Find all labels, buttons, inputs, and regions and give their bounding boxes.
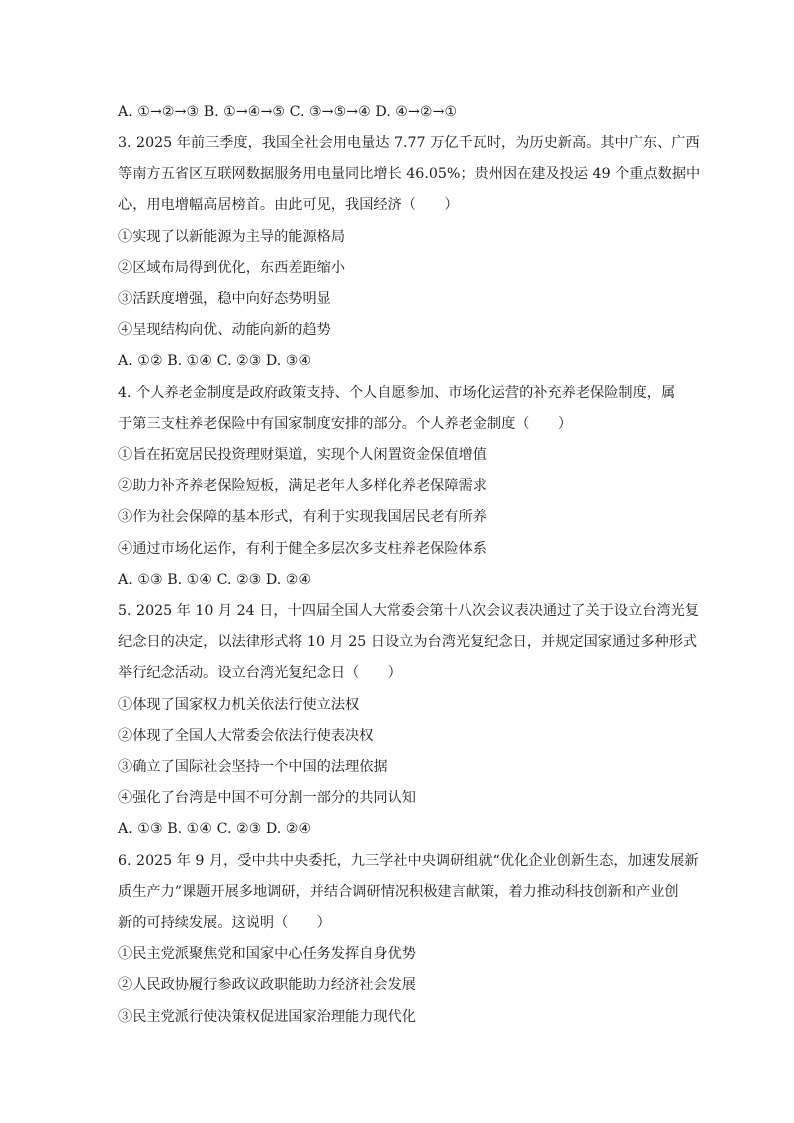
q4-option-4: ④通过市场化运作，有利于健全多层次多支柱养老保险体系 — [118, 541, 487, 557]
q4-option-3: ③作为社会保障的基本形式，有利于实现我国居民老有所养 — [118, 509, 487, 525]
q3-option-3: ③活跃度增强，稳中向好态势明显 — [118, 291, 331, 307]
q5-option-3: ③确立了国际社会坚持一个中国的法理依据 — [118, 759, 388, 775]
q5-answer-options: A. ①③ B. ①④ C. ②③ D. ②④ — [118, 821, 312, 837]
q4-option-1: ①旨在拓宽居民投资理财渠道，实现个人闲置资金保值增值 — [118, 447, 487, 463]
q3-stem-line-3: 心，用电增幅高居榜首。由此可见，我国经济（ ） — [118, 197, 459, 213]
q6-stem-line-1: 6. 2025 年 9 月，受中共中央委托，九三学社中央调研组就“优化企业创新生态，加速发展新 — [118, 853, 699, 869]
q3-stem-line-2: 等南方五省区互联网数据服务用电量同比增长 46.05%；贵州因在建及投运 49 个重点数据中 — [118, 166, 701, 182]
q3-answer-options: A. ①② B. ①④ C. ②③ D. ③④ — [118, 353, 312, 369]
q4-answer-options: A. ①③ B. ①④ C. ②③ D. ②④ — [118, 572, 312, 588]
q5-option-1: ①体现了国家权力机关依法行使立法权 — [118, 697, 360, 713]
q4-option-2: ②助力补齐养老保险短板，满足老年人多样化养老保障需求 — [118, 478, 487, 494]
q5-stem-line-3: 举行纪念活动。设立台湾光复纪念日（ ） — [118, 665, 402, 681]
q3-option-1: ①实现了以新能源为主导的能源格局 — [118, 229, 346, 245]
q5-option-4: ④强化了台湾是中国不可分割一部分的共同认知 — [118, 790, 416, 806]
q6-option-3: ③民主党派行使决策权促进国家治理能力现代化 — [118, 1009, 416, 1025]
q6-option-2: ②人民政协履行参政议政职能助力经济社会发展 — [118, 977, 416, 993]
q3-option-4: ④呈现结构向优、动能向新的趋势 — [118, 322, 331, 338]
q6-stem-line-2: 质生产力”课题开展多地调研，并结合调研情况积极建言献策，着力推动科技创新和产业创 — [118, 884, 679, 900]
q5-stem-line-2: 纪念日的决定，以法律形式将 10 月 25 日设立为台湾光复纪念日，并规定国家通过多种形式 — [118, 634, 698, 650]
q5-option-2: ②体现了全国人大常委会依法行使表决权 — [118, 728, 374, 744]
q6-stem-line-3: 新的可持续发展。这说明（ ） — [118, 915, 331, 931]
q5-stem-line-1: 5. 2025 年 10 月 24 日，十四届全国人大常委会第十八次会议表决通过了关于设立台湾光复 — [118, 603, 699, 619]
q3-stem-line-1: 3. 2025 年前三季度，我国全社会用电量达 7.77 万亿千瓦时，为历史新高。其中广东、广西 — [118, 135, 700, 151]
q4-stem-line-2: 于第三支柱养老保险中有国家制度安排的部分。个人养老金制度（ ） — [118, 416, 573, 432]
q6-option-1: ①民主党派聚焦党和国家中心任务发挥自身优势 — [118, 946, 416, 962]
q4-stem-line-1: 4. 个人养老金制度是政府政策支持、个人自愿参加、市场化运营的补充养老保险制度，属 — [118, 385, 676, 401]
q3-option-2: ②区域布局得到优化，东西差距缩小 — [118, 260, 346, 276]
q2-answer-options: A. ①→②→③ B. ①→④→⑤ C. ③→⑤→④ D. ④→②→① — [118, 104, 458, 120]
